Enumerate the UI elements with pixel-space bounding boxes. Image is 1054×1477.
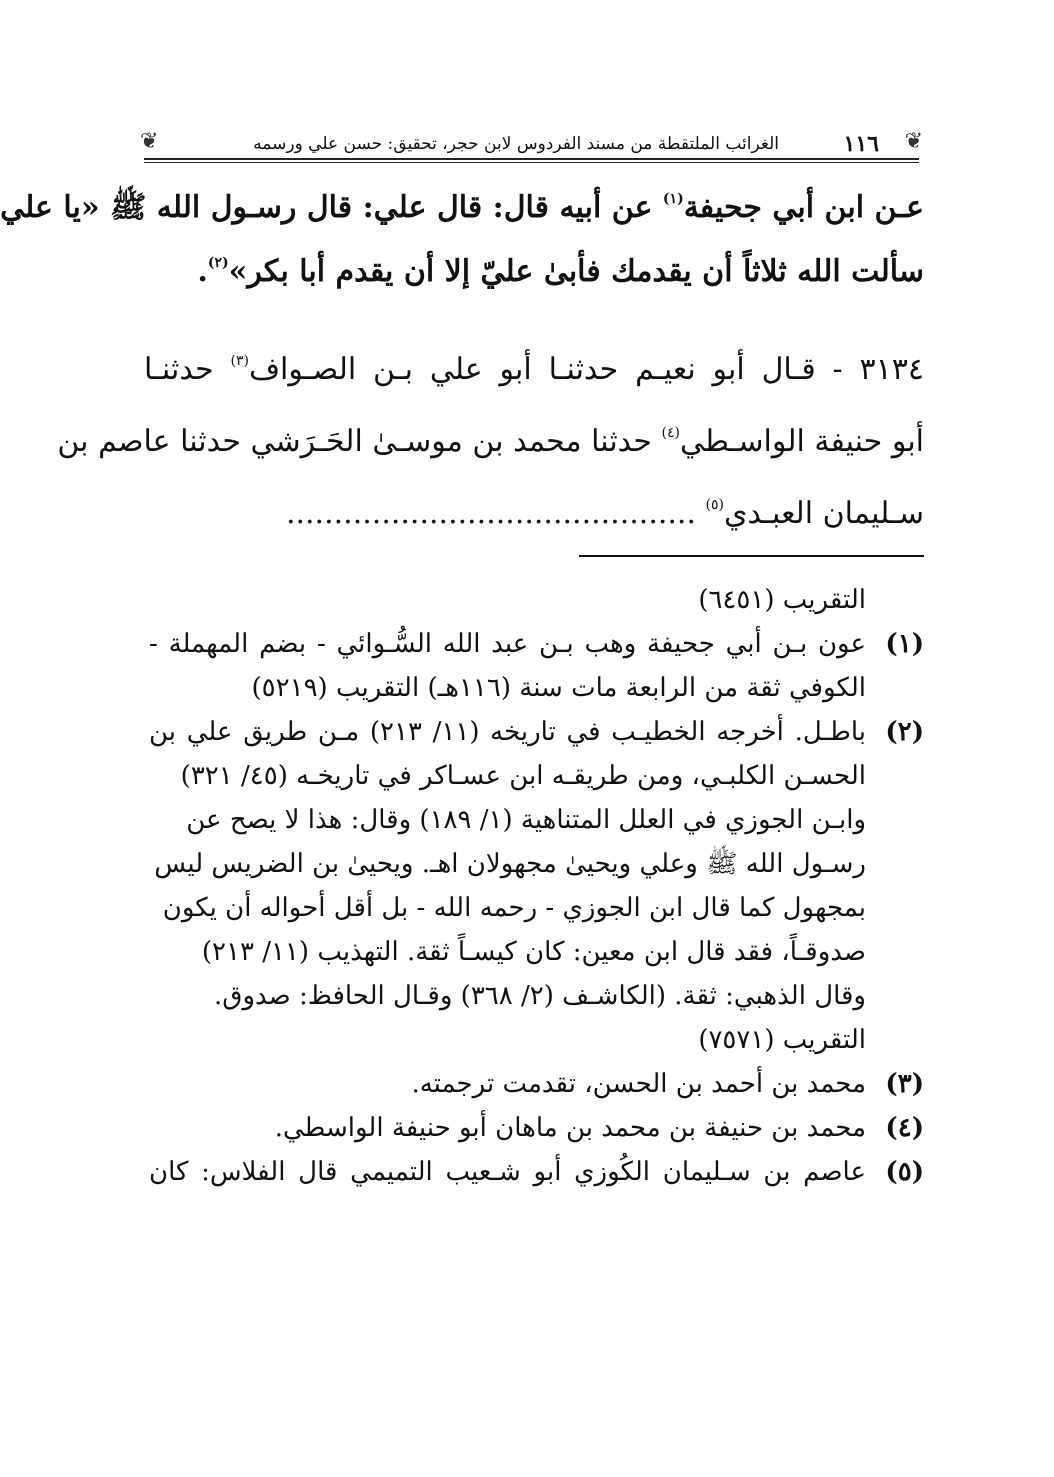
ornament-right-icon: ❦ bbox=[904, 129, 923, 154]
footnote-line: التقريب (٦٤٥١) bbox=[698, 585, 866, 615]
footnote-line: بمجهول كما قال ابن الجوزي - رحمه الله - بل أقل أحواله أن يكون bbox=[162, 893, 866, 923]
text-segment: أبو حنيفة الواسـطي bbox=[679, 424, 924, 459]
text-segment: . bbox=[197, 254, 208, 289]
header-rule-thin bbox=[144, 162, 919, 163]
footnote-line: وقال الذهبي: ثقة. (الكاشـف (٢/ ٣٦٨) وقـال الحافظ: صدوق. bbox=[214, 981, 866, 1011]
text-segment: عـن ابن أبي جحيفة bbox=[683, 190, 924, 225]
footnote-text: محمد بن أحمد بن الحسن، تقدمت ترجمته. bbox=[411, 1069, 866, 1099]
header-rule bbox=[144, 158, 919, 160]
footnote-number: (١) bbox=[885, 629, 924, 659]
text-segment: حدثنا محمد بن موسـىٰ الحَـرَشي حدثنا عاصم بن bbox=[57, 424, 662, 459]
running-title: الغرائب الملتقطة من مسند الفردوس لابن حجر، تحقيق: حسن علي ورسمه bbox=[253, 134, 779, 154]
footnote-3 bbox=[149, 1062, 924, 1106]
footnote-line: الكوفي ثقة من الرابعة مات سنة (١١٦هـ) التقريب (٥٢١٩) bbox=[251, 673, 866, 703]
footnote-line: التقريب (٧٥٧١) bbox=[698, 1025, 866, 1055]
text-segment: ٣١٣٤ - قـال أبو نعيـم حدثنـا أبو علي بـن الصـواف bbox=[248, 352, 924, 387]
footnote-4 bbox=[149, 1106, 924, 1150]
main-line-4 bbox=[57, 406, 924, 478]
page-number: ١١٦ bbox=[843, 131, 879, 157]
text-segment: سألت الله ثلاثاً أن يقدمك فأبىٰ عليّ إلا أن يقدم أبا بكر» bbox=[228, 254, 924, 289]
footnote-line: صدوقـاً، فقد قال ابن معين: كان كيسـاً ثقة. التهذيب (١١/ ٢١٣) bbox=[201, 937, 866, 967]
footnote-number: (٢) bbox=[885, 717, 924, 747]
footnote-text: عون بـن أبي جحيفة وهب بـن عبد الله السُّـوائي - بضم المهملة - bbox=[149, 629, 866, 659]
footnote-text: باطـل. أخرجه الخطيـب في تاريخه (١١/ ٢١٣) مـن طريق علي بن bbox=[149, 717, 866, 747]
footnote-text: عاصم بن سـليمان الكُوزي أبو شـعيب التميمي قال الفلاس: كان bbox=[149, 1157, 866, 1187]
footnote-ref-1[interactable]: (١) bbox=[662, 191, 684, 207]
footnote-5 bbox=[149, 1150, 924, 1194]
footnote-line: الحسـن الكلبـي، ومن طريقـه ابن عسـاكر في تاريخـه (٤٥/ ٣٢١) bbox=[180, 761, 866, 791]
footnote-1 bbox=[149, 622, 924, 666]
footnote-ref-3[interactable]: (٣) bbox=[230, 353, 249, 369]
main-line-5 bbox=[144, 478, 924, 550]
footnote-line: رسـول الله ﷺ وعلي ويحيىٰ مجهولان اهـ. ويحيىٰ بن الضريس ليس bbox=[154, 849, 866, 879]
footnotes bbox=[149, 578, 924, 1194]
page-header bbox=[140, 128, 923, 168]
main-line-2 bbox=[144, 236, 924, 308]
main-text bbox=[0, 180, 924, 550]
footnote-text: محمد بن حنيفة بن محمد بن ماهان أبو حنيفة الواسطي. bbox=[274, 1113, 866, 1143]
footnote-2 bbox=[149, 710, 924, 754]
footnote-number: (٣) bbox=[885, 1069, 924, 1099]
footnote-divider bbox=[579, 555, 924, 557]
footnote-ref-2[interactable]: (٢) bbox=[207, 255, 229, 271]
text-segment: سـليمان العبـدي bbox=[724, 496, 924, 531]
main-line-3 bbox=[144, 334, 924, 406]
text-segment: عن أبيه قال: قال علي: قال رسـول الله ﷺ «يا علي bbox=[0, 190, 663, 225]
footnote-ref-4[interactable]: (٤) bbox=[661, 425, 680, 441]
text-segment: حدثنـا bbox=[144, 352, 231, 387]
main-line-1 bbox=[0, 180, 924, 236]
footnote-ref-5[interactable]: (٥) bbox=[705, 497, 725, 513]
footnote-line: وابـن الجوزي في العلل المتناهية (١/ ١٨٩) وقال: هذا لا يصح عن bbox=[186, 805, 866, 835]
ornament-left-icon: ❦ bbox=[140, 129, 159, 154]
continuation-dots: ........................................... bbox=[285, 496, 706, 531]
footnote-number: (٤) bbox=[885, 1113, 924, 1143]
footnote-number: (٥) bbox=[885, 1157, 924, 1187]
